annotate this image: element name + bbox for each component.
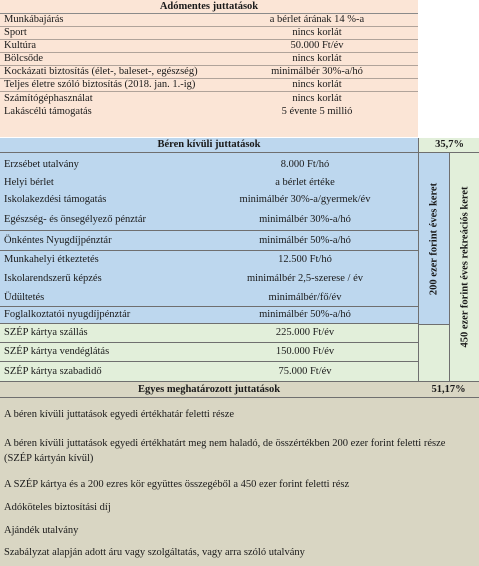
row-value: 225.000 Ft/év (275, 327, 335, 338)
table-row (0, 209, 418, 231)
row-value: minimálbér/fő/év (268, 292, 342, 303)
table-row (0, 14, 418, 27)
row-value: nincs korlát (292, 53, 342, 64)
table-row (0, 92, 418, 119)
row-label: SZÉP kártya szállás (4, 327, 88, 338)
non-wage-section (0, 138, 418, 381)
row-label: Foglalkoztatói nyugdíjpénztár (4, 309, 131, 320)
row-value: a bérlet árának 14 %-a (269, 14, 365, 25)
limit-450-label: 450 ezer forint éves rekreációs keret (459, 186, 471, 348)
row-label: Üdültetés (4, 292, 45, 303)
row-label: Kultúra (4, 40, 37, 51)
row-value: nincs korlát (292, 79, 342, 90)
table-row (0, 251, 418, 269)
row-value: 150.000 Ft/év (275, 346, 335, 357)
table-row (0, 175, 418, 191)
row-label: Iskolakezdési támogatás (4, 194, 107, 205)
row-value: nincs korlát 5 évente 5 millió (281, 93, 353, 117)
row-label: Helyi bérlet (4, 177, 54, 188)
table-row (0, 343, 418, 362)
row-label: Egészség- és önsegélyező pénztár (4, 214, 146, 225)
row-label: Erzsébet utalvány (4, 159, 79, 170)
table-row (0, 27, 418, 40)
row-value: minimálbér 30%-a/gyermek/év (239, 194, 371, 205)
specific-benefits-percent: 51,17% (418, 381, 479, 398)
table-row (0, 307, 418, 324)
specific-benefits-section (0, 381, 479, 566)
table-row (0, 269, 418, 289)
list-item: Ajándék utalvány (4, 525, 79, 536)
row-value: minimálbér 50%-a/hó (259, 309, 351, 320)
row-label: SZÉP kártya szabadidő (4, 366, 102, 377)
row-label: Munkábajárás (4, 14, 64, 25)
row-value: minimálbér 30%-a/hó (271, 66, 363, 77)
row-value: 50.000 Ft/év (290, 40, 344, 51)
row-value: minimálbér 50%-a/hó (259, 235, 351, 246)
table-row (0, 362, 418, 381)
non-wage-percent: 35,7% (418, 138, 479, 153)
row-label: Önkéntes Nyugdíjpénztár (4, 235, 112, 246)
row-label: Kockázati biztosítás (élet-, baleset-, egészség) (4, 66, 198, 77)
specific-benefits-title: Egyes meghatározott juttatások (0, 381, 418, 398)
table-row (0, 53, 418, 66)
table-row (0, 324, 418, 343)
limit-200-column (418, 153, 449, 324)
row-value: 75.000 Ft/év (278, 366, 332, 377)
list-item: Adóköteles biztosítási díj (4, 502, 111, 513)
table-row (0, 40, 418, 53)
table-row (0, 191, 418, 209)
row-label: Bölcsőde (4, 53, 44, 64)
table-row (0, 79, 418, 92)
tax-free-section (0, 0, 418, 137)
limit-450-column (449, 153, 479, 381)
row-label: SZÉP kártya vendéglátás (4, 346, 110, 357)
row-value: 12.500 Ft/hó (278, 254, 332, 265)
list-item: A béren kívüli juttatások egyedi értékhatár feletti része (4, 409, 235, 420)
tax-free-title: Adómentes juttatások (0, 0, 418, 14)
list-item: Szabályzat alapján adott áru vagy szolgáltatás, vagy arra szóló utalvány (4, 547, 305, 558)
row-value: a bérlet értéke (275, 177, 335, 188)
row-label: Munkahelyi étkeztetés (4, 254, 99, 265)
list-item: A béren kívüli juttatások egyedi értékhatárt meg nem haladó, de összértékben 200 ezer forint feletti része (SZÉP kártyán kívül) (4, 438, 446, 464)
table-row (0, 155, 418, 175)
row-value: minimálbér 30%-a/hó (259, 214, 351, 225)
row-value: nincs korlát (292, 27, 342, 38)
limit-200-filler (418, 324, 449, 382)
row-value: 8.000 Ft/hó (280, 159, 330, 170)
table-row (0, 231, 418, 251)
row-label: Sport (4, 27, 27, 38)
list-item: A SZÉP kártya és a 200 ezres kör együttes összegéből a 450 ezer forint feletti rész (4, 479, 350, 490)
row-label: Teljes életre szóló biztosítás (2018. jan. 1.-ig) (4, 79, 196, 90)
row-label: Számítógéphasználat Lakáscélú támogatás (4, 93, 93, 117)
non-wage-title: Béren kívüli juttatások (157, 139, 261, 150)
table-row (0, 66, 418, 79)
table-row (0, 289, 418, 307)
row-value: minimálbér 2,5-szerese / év (246, 273, 364, 284)
row-label: Iskolarendszerű képzés (4, 273, 102, 284)
limit-200-label: 200 ezer forint éves keret (428, 182, 440, 295)
